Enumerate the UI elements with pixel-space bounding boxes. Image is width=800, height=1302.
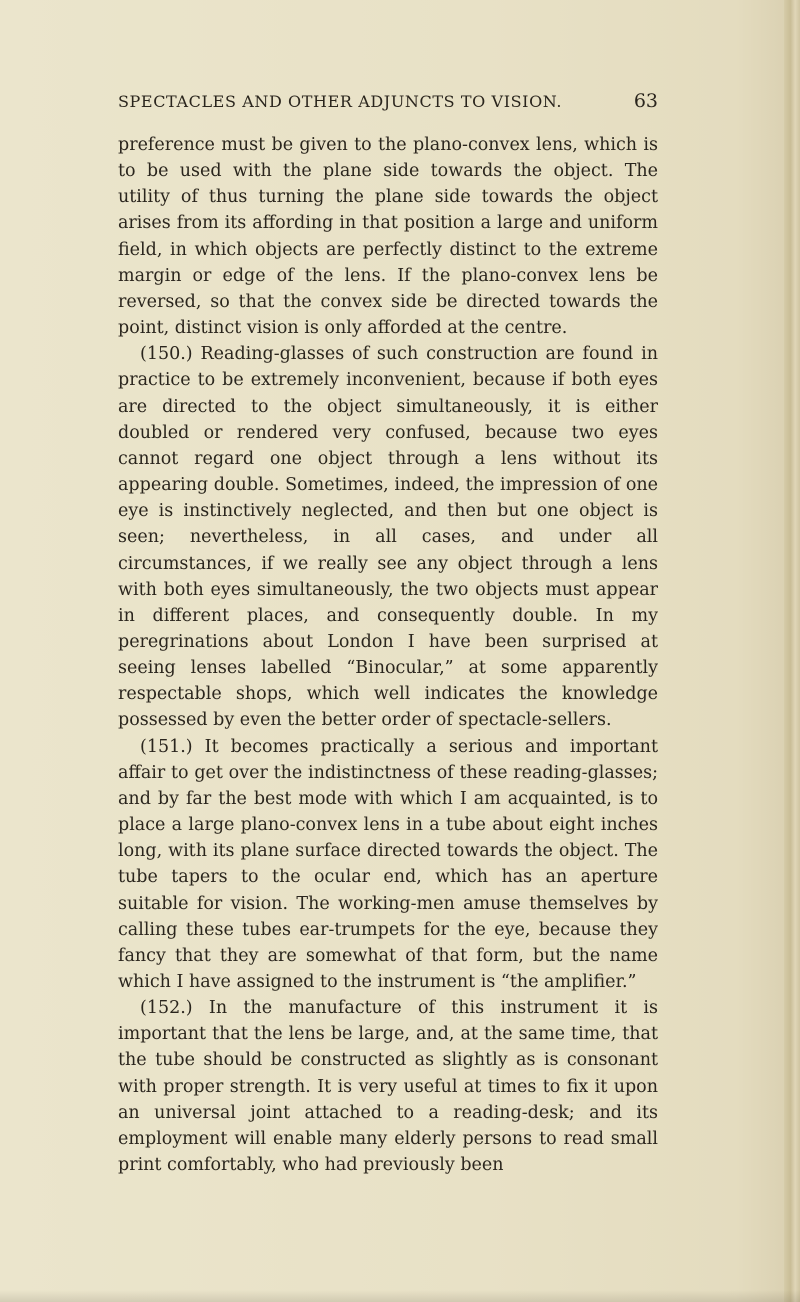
page-edge-shadow (784, 0, 800, 1302)
paragraph-150: (150.) Reading-glasses of such construction are found in practice to be extremely inconvenient, because if both eyes are directed to the object simultaneously, it is either doubled or rendered very confused, because two eyes cannot regard one object through a lens without its appearing double. Sometimes, indeed, the impression of one eye is instinctively neglected, and then but one object is seen; nevertheless, in all cases, and under all circumstances, if we really see any object through a lens with both eyes simultaneously, the two objects must appear in different places, and consequently double. In my peregrinations about London I have been surprised at seeing lenses labelled “Binocular,” at some apparently respectable shops, which well indicates the knowledge possessed by even the better order of spectacle-sellers. (118, 344, 658, 731)
paragraph-continuation: preference must be given to the plano-convex lens, which is to be used with the plane side towards the object. The utility of thus turning the plane side towards the object arises from its affording in that position a large and uniform field, in which objects are perfectly distinct to the extreme margin or edge of the lens. If the plano-convex lens be reversed, so that the convex side be directed towards the point, distinct vision is only afforded at the centre. (118, 135, 658, 339)
running-title: SPECTACLES AND OTHER ADJUNCTS TO VISION. (118, 92, 563, 111)
page-number: 63 (633, 90, 658, 112)
bottom-edge-shadow (0, 1290, 800, 1302)
page-header (118, 92, 658, 118)
paragraph-152: (152.) In the manufacture of this instrument it is important that the lens be large, and, at the same time, that the tube should be constructed as slightly as is consonant with proper strength. It is very useful at times to fix it upon an universal joint attached to a reading-desk; and its employment will enable many elderly persons to read small print comfortably, who had previously been (118, 998, 658, 1176)
body-text (118, 132, 658, 1178)
paragraph-151: (151.) It becomes practically a serious and important affair to get over the indistinctness of these reading-glasses; and by far the best mode with which I am acquainted, is to place a large plano-convex lens in a tube about eight inches long, with its plane surface directed towards the object. The tube tapers to the ocular end, which has an aperture suitable for vision. The working-men amuse themselves by calling these tubes ear-trumpets for the eye, because they fancy that they are somewhat of that form, but the name which I have assigned to the instrument is “the amplifier.” (118, 736, 658, 992)
